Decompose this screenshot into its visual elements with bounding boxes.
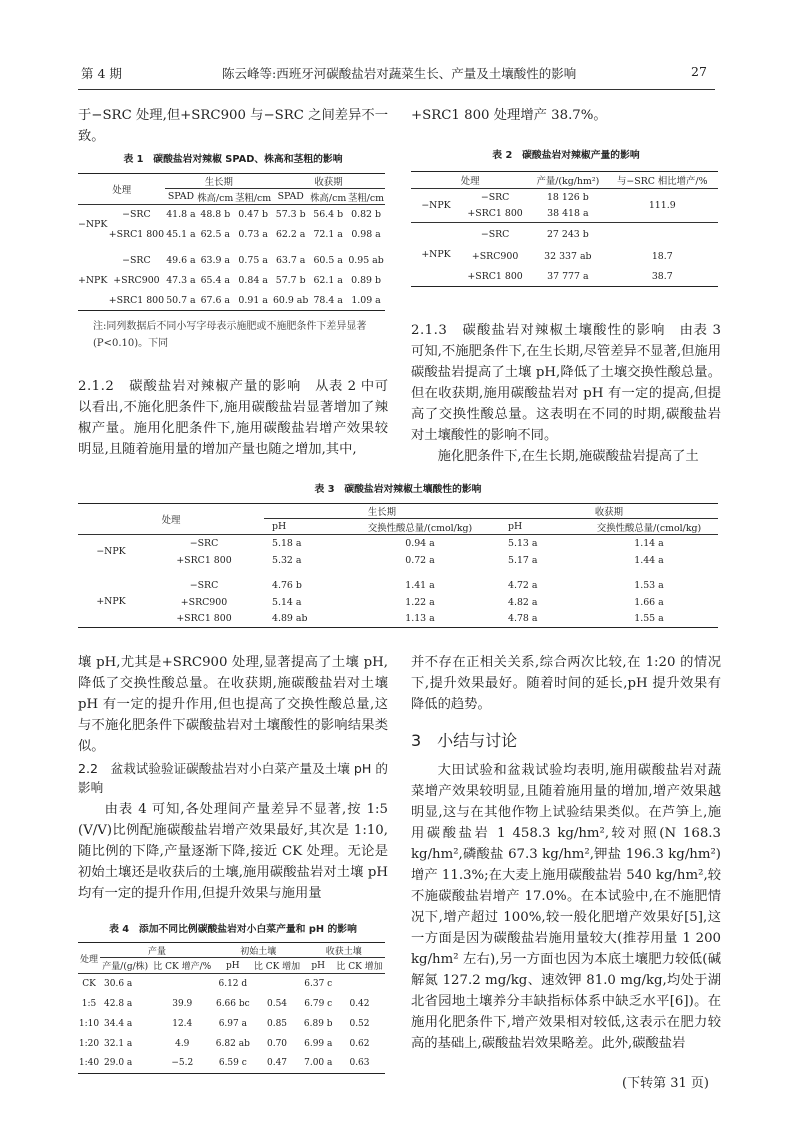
table4 (78, 942, 385, 1074)
table3-col-ph2: pH (500, 519, 580, 535)
table-cell: 63.7 a (275, 255, 306, 266)
table-cell: 6.79 c (304, 998, 333, 1009)
table-cell: 48.8 b (200, 209, 231, 221)
table-cell: 49.6 a (166, 255, 196, 266)
table-cell: 1.44 a (634, 554, 664, 566)
table-cell: 41.8 a (166, 209, 196, 221)
table4-head-harvest: 收获土壤 (302, 943, 385, 958)
table1-col-spad1: SPAD (165, 189, 196, 205)
table-cell: 5.17 a (508, 554, 538, 566)
table-cell: 0.73 a (238, 229, 268, 240)
table-cell: 0.75 a (238, 255, 268, 266)
section-2-2-heading: 2.2 盆栽试验验证碳酸盐岩对小白菜产量及土壤 pH 的影响 (78, 761, 388, 795)
table-row: −SRC (189, 537, 219, 549)
col2-top-text: +SRC1 800 处理增产 38.7%。 (411, 108, 607, 123)
section-2-2-body (78, 799, 388, 904)
table-cell: 78.4 a (313, 294, 343, 306)
table-cell: 6.37 c (304, 978, 333, 989)
table-cell: 67.6 a (200, 294, 231, 306)
table3-group-npk-plus: +NPK (96, 596, 126, 608)
table-cell: 62.2 a (275, 229, 306, 240)
table-cell: 1.41 a (405, 579, 435, 591)
table-cell: 0.42 (349, 998, 370, 1009)
table-cell: 5.18 a (272, 537, 302, 549)
col1-mid-text: 壤 pH,尤其是+SRC900 处理,显著提高了土壤 pH,降低了交换性酸总量。在收获期,施碳酸盐岩对土壤 pH 有一定的提升作用,但也提高了交换性酸总量,这与不施化肥条件下碳酸盐岩对土壤酸性的影响结果类似。 (78, 655, 388, 754)
table-cell: 0.89 b (351, 275, 381, 286)
table-cell: 1.22 a (405, 596, 435, 608)
table3-col-ex1: 交换性酸总量/(cmol/kg) (340, 519, 500, 535)
table3-caption: 表 3 碳酸盐岩对辣椒土壤酸性的影响 (314, 484, 482, 495)
table-cell: 60.9 ab (272, 294, 309, 306)
table-cell: 1.53 a (634, 579, 664, 591)
table-cell: 1.55 a (634, 613, 664, 625)
section-2-1-2-body: 从表 2 中可以看出,不施化肥条件下,施用碳酸盐岩显著增加了辣椒产量。施用化肥条件下,施用碳酸盐岩增产效果较明显,且随着施用量的增加产量也随之增加,其中, (78, 379, 388, 457)
table-cell: 65.4 a (200, 275, 231, 286)
col1-top-text: 于−SRC 处理,但+SRC900 与−SRC 之间差异不一致。 (78, 108, 388, 144)
table-cell: 0.98 a (351, 229, 381, 240)
table1 (78, 173, 385, 311)
table2-group-npk-plus: +NPK (411, 223, 461, 287)
table-cell: −5.2 (171, 1058, 194, 1069)
table-cell: 0.82 b (351, 209, 381, 221)
table-row: +SRC1 800 (467, 270, 523, 282)
table-cell: 39.9 (172, 998, 193, 1009)
section-2-2-paragraph: 由表 4 可知,各处理间产量差异不显著,按 1:5 (V/V)比例配施碳酸盐岩增产效果最好,其次是 1:10,随比例的下降,产量逐渐下降,接近 CK 处理。无论是初始土壤还是收获后的土壤,施用碳酸盐岩对土壤 pH 均有一定的提升作用,但提升效果与施用量 (78, 802, 388, 901)
table4-head-yield-group: 产量 (100, 943, 214, 958)
table3-head-treat: 处理 (78, 504, 264, 535)
table1-note-line2: (P<0.10)。下同 (93, 338, 169, 349)
table1-col-height1: 株高/cm (196, 189, 234, 205)
table-row: +SRC1 800 (467, 208, 523, 220)
table-cell: 0.47 (266, 1058, 288, 1069)
table-cell: 0.63 (349, 1058, 370, 1069)
table-cell: 1.66 a (634, 596, 664, 608)
table1-note-line1: 注:同列数据后不同小写字母表示施肥或不施肥条件下差异显著 (93, 321, 367, 332)
table-cell: 6.66 bc (215, 998, 250, 1009)
section-2-1-3-heading: 2.1.3 碳酸盐岩对辣椒土壤酸性的影响 (411, 323, 666, 338)
section-2-1-3-body2: 施化肥条件下,在生长期,施碳酸盐岩提高了土 (437, 449, 699, 464)
table4-caption: 表 4 添加不同比例碳酸盐岩对小白菜产量和 pH 的影响 (109, 924, 357, 935)
table-row: 1:10 (78, 1018, 100, 1029)
table-cell: 42.8 a (104, 998, 133, 1009)
table-row: +SRC900 (180, 596, 228, 608)
table-row: +SRC1 800 (176, 613, 232, 625)
table4-head-initial: 初始土壤 (214, 943, 302, 958)
issue-number: 第 4 期 (81, 66, 122, 81)
table-cell: 38 418 a (547, 208, 589, 220)
table-cell: 38.7 (651, 270, 673, 282)
table-cell: 0.84 a (238, 275, 268, 286)
section-3-heading: 3 小结与讨论 (411, 731, 518, 750)
table-row: 1:5 (81, 998, 97, 1009)
table3-col-ex2: 交换性酸总量/(cmol/kg) (580, 519, 718, 535)
table-row: +SRC900 (471, 251, 519, 262)
table-cell: 34.4 a (104, 1018, 133, 1029)
table-cell: 0.72 a (405, 554, 435, 566)
table-cell: 37 777 a (547, 270, 589, 282)
table4-col-inc: 比 CK 增产/% (150, 958, 214, 974)
table-row: 1:20 (78, 1038, 100, 1049)
table-cell: 5.32 a (272, 554, 302, 566)
page-number: 27 (691, 64, 707, 79)
table-cell: 4.82 a (508, 596, 538, 608)
table-cell: 45.1 a (166, 229, 196, 240)
table-cell: 4.89 ab (272, 613, 308, 625)
table-row: +SRC1 800 (108, 229, 165, 240)
table3-col-ph1: pH (264, 519, 340, 535)
table-cell (607, 223, 718, 247)
table-cell: 50.7 a (166, 294, 196, 306)
running-title: 陈云峰等:西班牙河碳酸盐岩对蔬菜生长、产量及土壤酸性的影响 (222, 66, 577, 81)
table-cell: 32.1 a (104, 1038, 133, 1049)
table-row: −SRC (480, 191, 510, 203)
table1-group-npk-plus: +NPK (78, 274, 108, 286)
table-row: +SRC1 800 (176, 554, 232, 566)
table1-col-stem1: 茎粗/cm (234, 189, 272, 205)
section-2-1-3-body: 由表 3 可知,不施肥条件下,在生长期,尽管差异不显著,但施用碳酸盐岩提高了土壤 pH,降低了土壤交换性酸总量。但在收获期,施用碳酸盐岩对 pH 有一定的提高,但提高了交换性酸总量。这表明在不同的时期,碳酸盐岩对土壤酸性的影响不同。 (411, 323, 722, 443)
table-cell: 72.1 a (313, 229, 343, 240)
table1-head-harvest: 收获期 (272, 174, 385, 189)
table-cell: 6.97 a (218, 1018, 247, 1029)
table-cell: 57.3 b (275, 209, 306, 221)
table-cell: 4.76 b (272, 579, 302, 591)
table-row: 1:40 (78, 1058, 100, 1069)
table-row: +SRC1 800 (108, 294, 165, 306)
table2-head-increase: 与−SRC 相比增产/% (607, 172, 718, 189)
table-cell: 4.72 a (508, 579, 538, 591)
table-cell: 4.9 (175, 1038, 190, 1049)
table-cell: 1.09 a (351, 294, 381, 306)
table-cell: 47.3 a (166, 275, 196, 286)
table4-col-ck2: 比 CK 增加 (334, 958, 385, 974)
table4-col-ph1: pH (214, 958, 251, 974)
col2-mid-text: 并不存在正相关关系,综合两次比较,在 1:20 的情况下,提升效果最好。随着时间的延长,pH 提升效果有降低的趋势。 (411, 655, 721, 712)
table-cell: 27 243 b (529, 223, 606, 247)
table-cell: 32 337 ab (544, 251, 592, 262)
table-cell: 62.5 a (200, 229, 231, 240)
table1-note (93, 318, 389, 352)
table-cell: 1.13 a (405, 613, 435, 625)
table-cell: 6.99 a (304, 1038, 333, 1049)
section-2-1-2 (78, 376, 388, 460)
table-cell: 30.6 a (104, 978, 133, 989)
table3-group-npk-minus: −NPK (96, 546, 126, 558)
table4-head-treat: 处理 (78, 943, 100, 974)
table-cell (334, 974, 385, 994)
table3 (78, 503, 718, 628)
table1-head-growth: 生长期 (165, 174, 272, 189)
section-2-1-2-heading: 2.1.2 碳酸盐岩对辣椒产量的影响 (78, 379, 302, 394)
table-row: −SRC (122, 255, 151, 266)
section-3-body (411, 760, 721, 1054)
table-cell: 63.9 a (200, 255, 231, 266)
table-cell: 0.95 ab (348, 255, 384, 266)
table-row: −SRC (189, 579, 219, 591)
table-cell: 62.1 a (313, 275, 343, 286)
table-cell: 18 126 b (546, 191, 589, 203)
table-cell: 56.4 b (313, 209, 344, 221)
table-cell: 5.14 a (272, 596, 302, 608)
table1-caption: 表 1 碳酸盐岩对辣椒 SPAD、株高和茎粗的影响 (123, 154, 343, 165)
table-cell: 6.89 b (303, 1018, 333, 1029)
table2-head-yield: 产量/(kg/hm²) (529, 172, 606, 189)
section-3-paragraph: 大田试验和盆栽试验均表明,施用碳酸盐岩对蔬菜增产效果较明显,且随着施用量的增加,增产效果越明显,这与在其他作物上试验结果类似。在芦笋上,施用碳酸盐岩 1 458.3 kg/hm²,较对照(N 168.3 kg/hm²,磷酸盐 67.3 kg/hm²,钾盐 196.3 kg/hm²)增产 11.3%;在大麦上施用碳酸盐岩 540 kg/hm²,较不施碳酸盐岩增产 17.0%。在本试验中,在不施肥情况下,增产超过 100%,较一般化肥增产效果好[5],这一方面是因为碳酸盐岩施用量较大(推荐用量 1 200 kg/hm² 左右),另一方面也因为本底土壤肥力较低(碱解氮 127.2 mg/kg、速效钾 81.0 mg/kg,均处于湖北省园地土壤养分丰缺指标体系中缺乏水平[6])。在施用化肥条件下,增产效果相对较低,这表示在肥力较高的基础上,碳酸盐岩效果略差。此外,碳酸盐岩 (411, 763, 721, 1051)
table-cell: 0.94 a (405, 537, 435, 549)
table-cell: 0.52 (349, 1018, 370, 1029)
table4-col-yield: 产量/(g/株) (100, 958, 150, 974)
table-cell: 0.85 (266, 1018, 288, 1029)
table-cell: 6.59 c (218, 1058, 247, 1069)
table1-head-treat: 处理 (78, 174, 165, 205)
table-cell: 0.91 a (238, 294, 268, 306)
section-2-1-3 (411, 320, 721, 467)
table2-caption: 表 2 碳酸盐岩对辣椒产量的影响 (492, 150, 640, 161)
table-cell: 7.00 a (304, 1058, 333, 1069)
table-cell: 29.0 a (104, 1058, 133, 1069)
table-cell (150, 974, 214, 994)
table2-group-npk-minus: −NPK (421, 200, 451, 211)
table-cell: 5.13 a (508, 537, 538, 549)
table-cell: 0.47 b (238, 209, 269, 221)
table1-col-height2: 株高/cm (309, 189, 347, 205)
table-row: −SRC (461, 223, 529, 247)
table-cell: 0.70 (266, 1038, 288, 1049)
header-rule (78, 89, 715, 90)
table-cell: 12.4 (172, 1018, 193, 1029)
table-cell: 0.54 (266, 998, 288, 1009)
table-cell: 18.7 (651, 251, 673, 262)
table-cell (252, 974, 303, 994)
table4-col-ph2: pH (302, 958, 334, 974)
table1-col-spad2: SPAD (272, 189, 309, 205)
table-cell: 1.14 a (634, 537, 664, 549)
table1-group-npk-minus: −NPK (78, 219, 108, 231)
table-row: −SRC (122, 209, 151, 221)
continued-note: (下转第 31 页) (622, 1076, 709, 1091)
table-row: +SRC900 (113, 275, 160, 286)
table-cell: 0.62 (349, 1038, 370, 1049)
table-cell: 60.5 a (313, 255, 343, 266)
table2 (411, 171, 718, 287)
table-row: CK (82, 978, 96, 989)
table1-col-stem2: 茎粗/cm (347, 189, 385, 205)
table-cell: 6.12 d (218, 978, 248, 989)
table-cell: 57.7 b (275, 275, 306, 286)
table3-head-harvest: 收获期 (500, 504, 718, 519)
table2-head-treat: 处理 (411, 172, 529, 189)
table-cell: 111.9 (648, 200, 676, 211)
table-cell: 4.78 a (508, 613, 538, 625)
table4-col-ck1: 比 CK 增加 (252, 958, 303, 974)
table3-head-growth: 生长期 (264, 504, 500, 519)
table-cell: 6.82 ab (215, 1038, 250, 1049)
